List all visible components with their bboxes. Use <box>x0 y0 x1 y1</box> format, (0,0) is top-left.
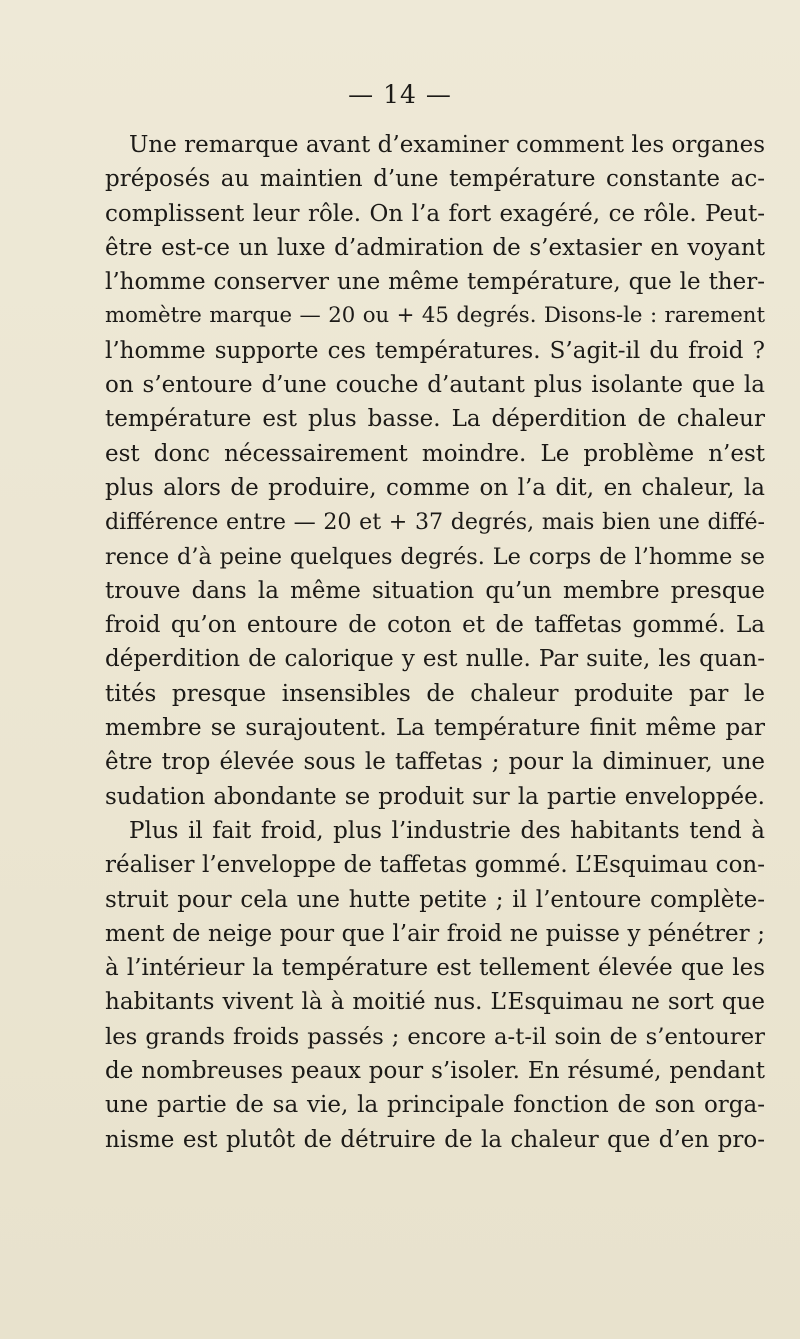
text-line: différence entre — 20 et + 37 degrés, mais bien une diffé- <box>105 509 765 536</box>
text-line: momètre marque — 20 ou + 45 degrés. Disons-le : rarement <box>105 303 765 329</box>
text-line: membre se surajoutent. La température finit même par <box>105 715 765 742</box>
text-line: struit pour cela une hutte petite ; il l’entoure complète- <box>105 886 765 913</box>
text-line: tités presque insensibles de chaleur produite par le <box>105 680 765 707</box>
body-text <box>105 128 765 1157</box>
text-line: rence d’à peine quelques degrés. Le corps de l’homme se <box>105 543 765 570</box>
text-line: déperdition de calorique y est nulle. Par suite, les quan- <box>105 646 765 673</box>
text-line: température est plus basse. La déperdition de chaleur <box>105 406 765 433</box>
text-line: sudation abondante se produit sur la partie enveloppée. <box>105 783 765 810</box>
text-line: à l’intérieur la température est tellement élevée que les <box>105 955 765 982</box>
text-line: on s’entoure d’une couche d’autant plus isolante que la <box>105 372 765 399</box>
text-line: être trop élevée sous le taffetas ; pour la diminuer, une <box>105 749 765 776</box>
text-line: de nombreuses peaux pour s’isoler. En résumé, pendant <box>105 1058 765 1085</box>
text-line: trouve dans la même situation qu’un membre presque <box>105 577 765 604</box>
text-line: habitants vivent là à moitié nus. L’Esquimau ne sort que <box>105 989 765 1016</box>
text-line: plus alors de produire, comme on l’a dit, en chaleur, la <box>105 474 765 501</box>
text-line: est donc nécessairement moindre. Le problème n’est <box>105 440 765 467</box>
page-number: — 14 — <box>348 80 452 109</box>
text-line: froid qu’on entoure de coton et de taffetas gommé. La <box>105 612 765 639</box>
text-line: être est-ce un luxe d’admiration de s’extasier en voyant <box>105 234 765 261</box>
text-line: ment de neige pour que l’air froid ne puisse y pénétrer ; <box>105 920 765 947</box>
text-line: nisme est plutôt de détruire de la chaleur que d’en pro- <box>105 1126 765 1153</box>
text-line: l’homme conserver une même température, que le ther- <box>105 269 765 296</box>
text-line: une partie de sa vie, la principale fonction de son orga- <box>105 1092 765 1119</box>
text-line: Une remarque avant d’examiner comment les organes <box>129 132 765 158</box>
text-line: réaliser l’enveloppe de taffetas gommé. L’Esquimau con- <box>105 852 765 879</box>
text-line: complissent leur rôle. On l’a fort exagéré, ce rôle. Peut- <box>105 200 765 227</box>
text-line: préposés au maintien d’une température constante ac- <box>105 166 765 193</box>
text-line: Plus il fait froid, plus l’industrie des habitants tend à <box>129 817 765 844</box>
text-line: les grands froids passés ; encore a-t-il soin de s’entourer <box>105 1023 765 1050</box>
text-line: l’homme supporte ces températures. S’agit-il du froid ? <box>105 337 765 364</box>
